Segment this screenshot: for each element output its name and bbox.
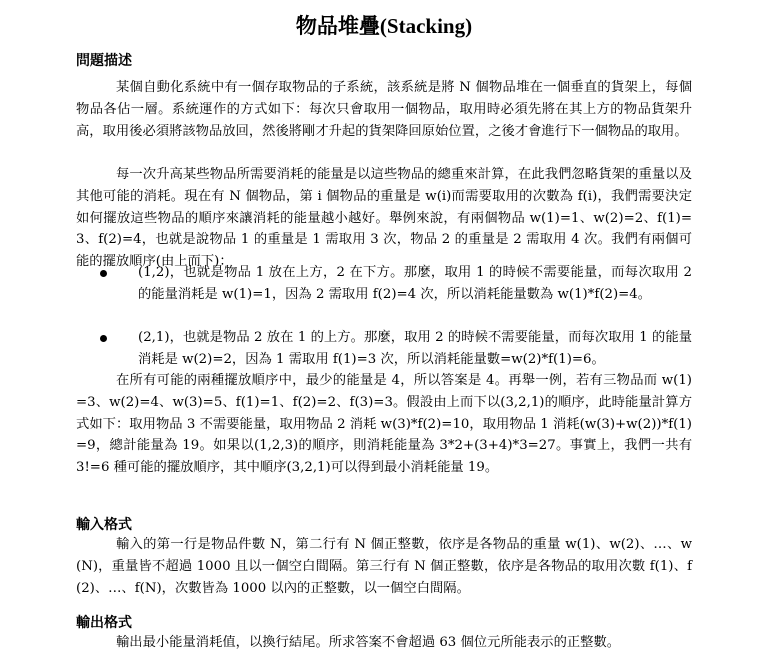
page-title: 物品堆疊(Stacking) (295, 14, 473, 38)
bullet-icon (100, 335, 107, 342)
input-paragraph: 輸入的第一行是物品件數 N，第二行有 N 個正整數，依序是各物品的重量 w(1)、w(2)、…、w(N)，重量皆不超過 1000 且以一個空白間隔。第三行有 N 個正整數，依序是各物品的取用次數 f(1)、f(2)、…、f(N)，次數皆為 1000 以內的正整數，以一個空白間隔。 (76, 537, 692, 596)
bullet-1-text: (1,2)，也就是物品 1 放在上方，2 在下方。那麼，取用 1 的時候不需要能量，而每次取用 2 的能量消耗是 w(1)=1，因為 2 需取用 f(2)=4 次，所以消耗能量數為 w(1)*f(2)=4。 (138, 265, 692, 302)
problem-paragraph-2: 每一次升高某些物品所需要消耗的能量是以這些物品的總重來計算，在此我們忽略貨架的重量以及其他可能的消耗。現在有 N 個物品，第 i 個物品的重量是 w(i)而需要取用的次數為 f(i)，我們需要決定如何擺放這些物品的順序來讓消耗的能量越小越好。舉例來說，有兩個物品 w(1)=1、w(2)=2、f(1)=3、f(2)=4，也就是說物品 1 的重量是 1 需取用 3 次，物品 2 的重量是 2 需取用 4 次。我們有兩個可能的擺放順序(由上而下)： (76, 167, 692, 270)
problem-heading: 問題描述 (76, 53, 132, 69)
bullet-icon (100, 270, 107, 277)
output-heading: 輸出格式 (76, 615, 132, 631)
bullet-2-text: (2,1)，也就是物品 2 放在 1 的上方。那麼，取用 2 的時候不需要能量，而每次取用 1 的能量消耗是 w(2)=2，因為 1 需取用 f(1)=3 次，所以消耗能量數=w(2)*f(1)=6。 (138, 330, 692, 367)
problem-paragraph-1: 某個自動化系統中有一個存取物品的子系統，該系統是將 N 個物品堆在一個垂直的貨架上，每個物品各佔一層。系統運作的方式如下：每次只會取用一個物品，取用時必須先將在其上方的物品貨架升高，取用後必須將該物品放回，然後將剛才升起的貨架降回原始位置，之後才會進行下一個物品的取用。 (76, 80, 692, 139)
output-paragraph: 輸出最小能量消耗值，以換行結尾。所求答案不會超過 63 個位元所能表示的正整數。 (116, 635, 621, 650)
input-heading: 輸入格式 (76, 517, 132, 533)
problem-paragraph-3: 在所有可能的兩種擺放順序中，最少的能量是 4，所以答案是 4。再舉一例，若有三物品而 w(1)=3、w(2)=4、w(3)=5、f(1)=1、f(2)=2、f(3)=3。假設由上而下以(3,2,1)的順序，此時能量計算方式如下：取用物品 3 不需要能量，取用物品 2 消耗 w(3)*f(2)=10，取用物品 1 消耗(w(3)+w(2))*f(1)=9，總計能量為 19。如果以(1,2,3)的順序，則消耗能量為 3*2+(3+4)*3=27。事實上，我們一共有 3!=6 種可能的擺放順序，其中順序(3,2,1)可以得到最小消耗能量 19。 (76, 373, 692, 476)
